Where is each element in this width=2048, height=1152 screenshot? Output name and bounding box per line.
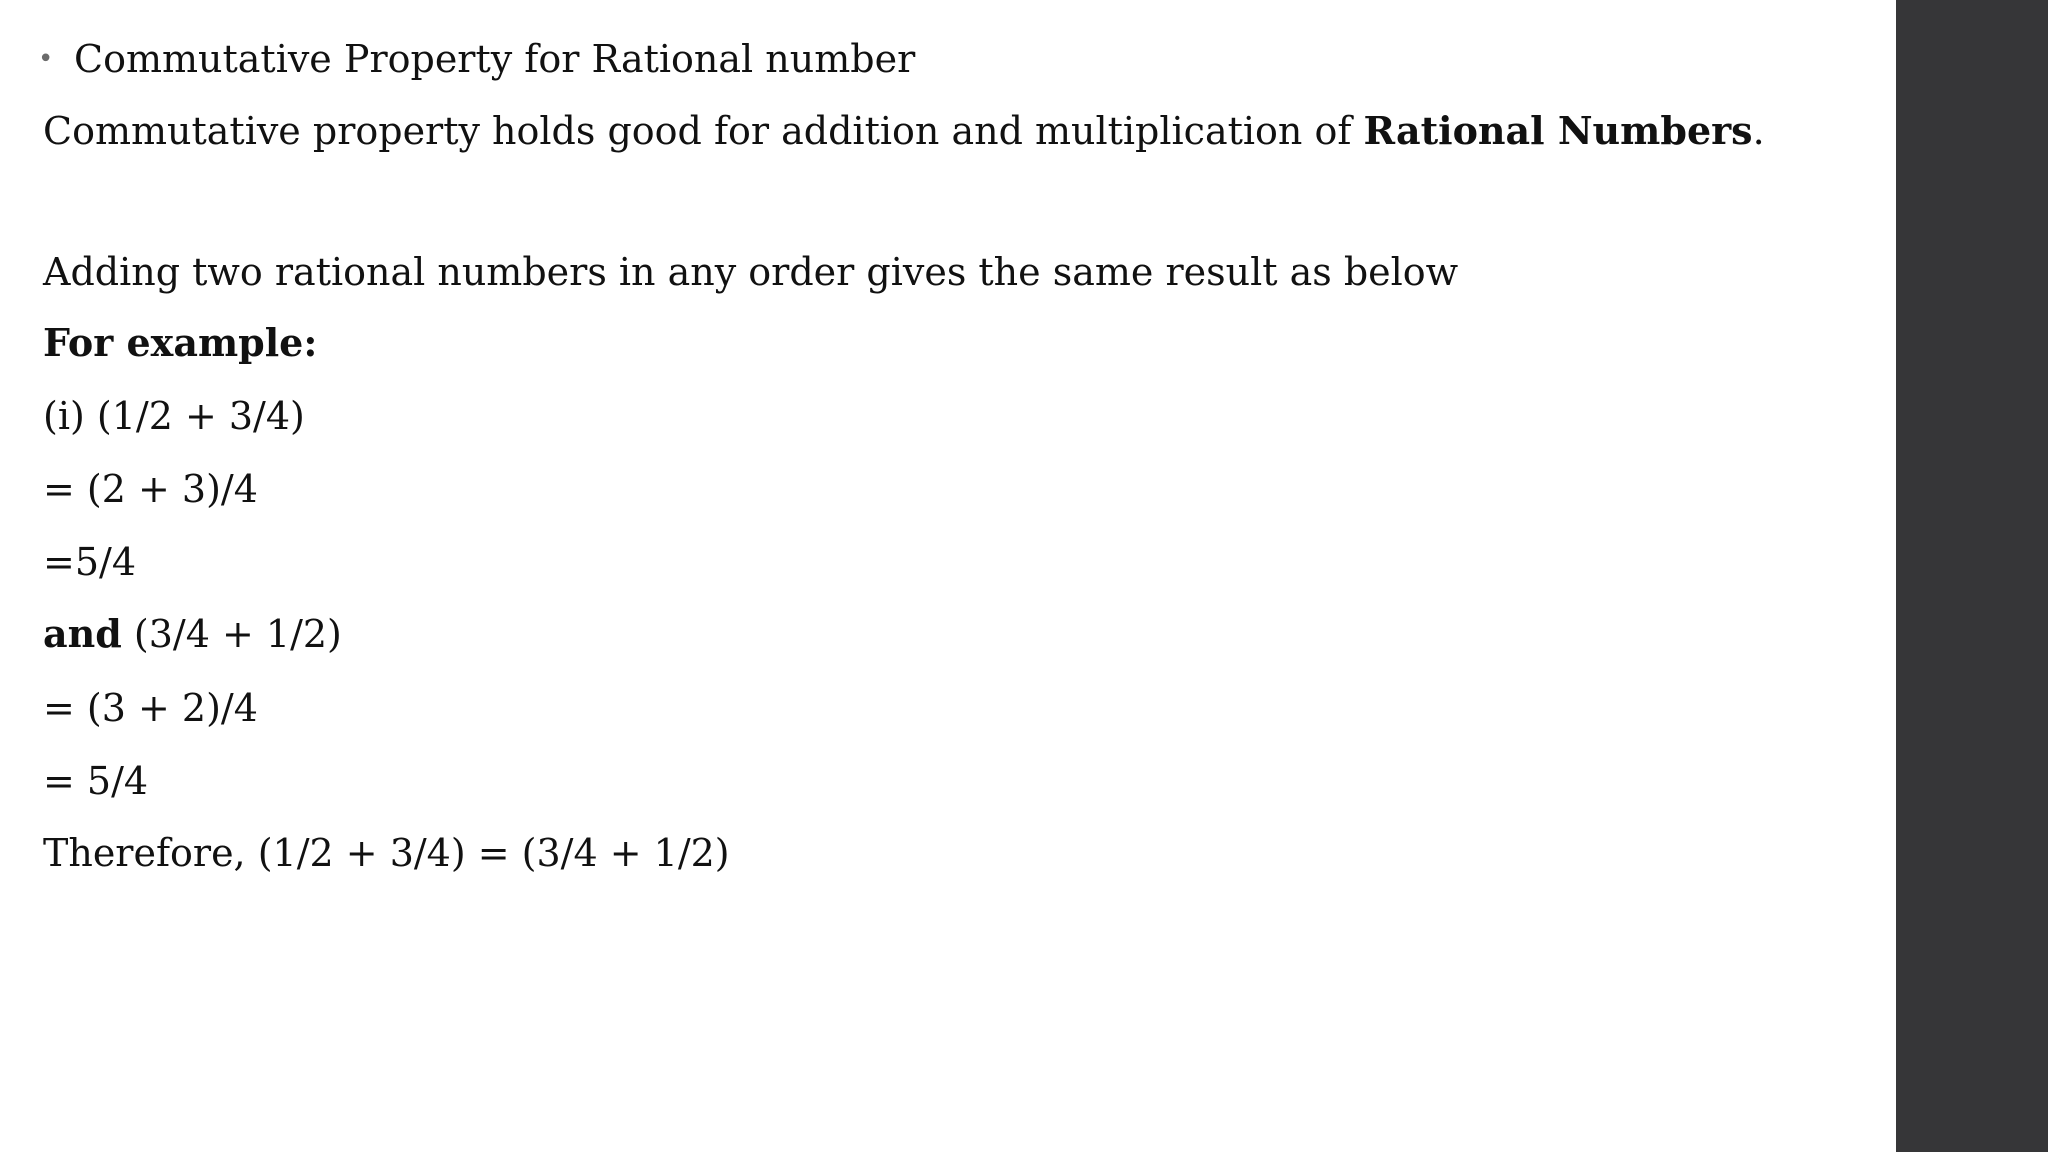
intro-end: .: [1752, 109, 1765, 153]
and-label: and: [43, 611, 122, 656]
intro-paragraph: [43, 108, 1765, 153]
right-sidebar-panel: [1896, 0, 2048, 1152]
and-line: [43, 611, 342, 656]
example-line-6: = 5/4: [43, 759, 149, 803]
intro-text: Commutative property holds good for addition and multiplication of: [43, 109, 1364, 153]
example-label: For example:: [43, 320, 318, 365]
example-line-5: = (3 + 2)/4: [43, 686, 258, 730]
conclusion-line: Therefore, (1/2 + 3/4) = (3/4 + 1/2): [43, 831, 730, 875]
example-line-3: =5/4: [43, 540, 136, 584]
heading-row: [38, 37, 916, 81]
intro-bold-term: Rational Numbers: [1363, 108, 1753, 153]
example-line-1: (i) (1/2 + 3/4): [43, 394, 305, 438]
and-expression: (3/4 + 1/2): [121, 612, 342, 656]
adding-paragraph: Adding two rational numbers in any order gives the same result as below: [43, 250, 1459, 294]
slide-heading: Commutative Property for Rational number: [74, 37, 916, 81]
example-line-2: = (2 + 3)/4: [43, 467, 258, 511]
bullet-icon: •: [38, 43, 54, 74]
